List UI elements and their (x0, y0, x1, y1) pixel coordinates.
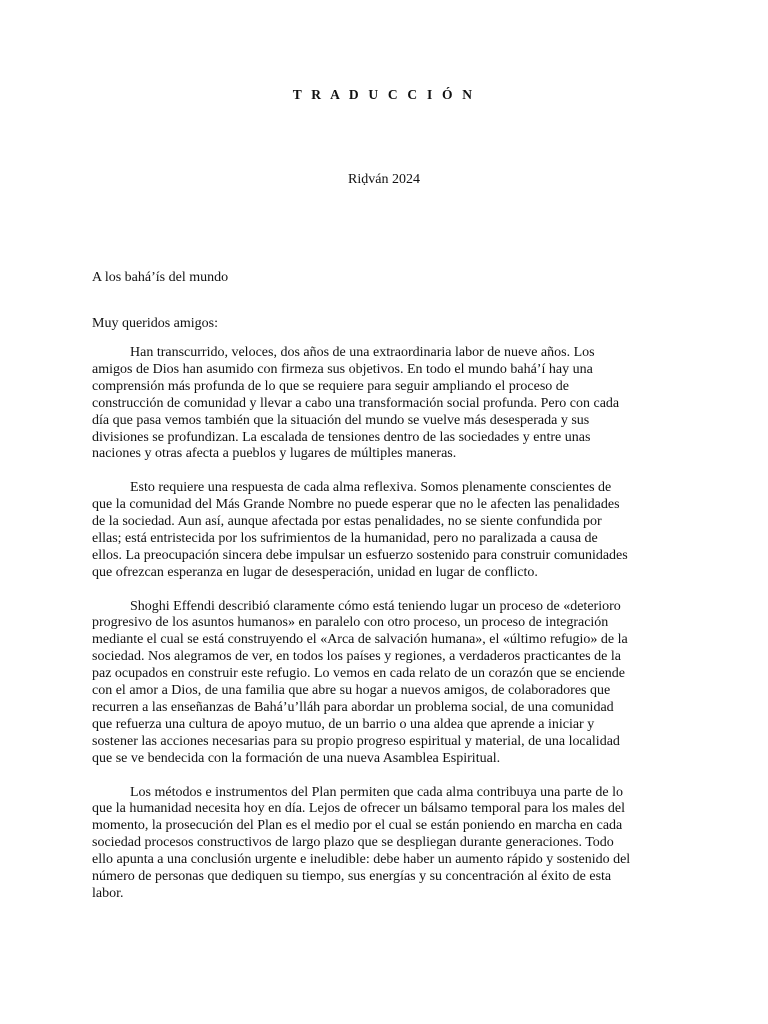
body-paragraph-1: Han transcurrido, veloces, dos años de una extraordinaria labor de nueve años. Los amigos de Dios han asumido con firmeza sus objetivos. En todo el mundo bahá’í hay una comprensión más profunda de lo que se requiere para seguir ampliando el proceso de construcción de comunidad y llevar a cabo una transformación social profunda. Pero con cada día que pasa vemos también que la situación del mundo se vuelve más desesperada y sus divisiones se profundizan. La escalada de tensiones dentro de las sociedades y entre unas naciones y otras afecta a pueblos y lugares de múltiples maneras. (92, 345, 620, 462)
greeting-line: Muy queridos amigos: (92, 316, 218, 331)
document-date: Riḍván 2024 (348, 172, 420, 187)
addressee-line: A los bahá’ís del mundo (92, 270, 229, 285)
document-heading: T R A D U C C I Ó N (292, 87, 476, 102)
body-paragraph-3: Shoghi Effendi describió claramente cómo está teniendo lugar un proceso de «deterioro progresivo de los asuntos humanos» en paralelo con otro proceso, un proceso de integración mediante el cual se está construyendo el «Arca de salvación humana», el «último refugio» de la sociedad. Nos alegramos de ver, en todos los países y regiones, a verdaderos practicantes de la paz ocupados en construir este refugio. Lo vemos en cada relato de un corazón que se enciende con el amor a Dios, de una familia que abre su hogar a nuevos amigos, de colaboradores que recurren a las enseñanzas de Bahá’u’lláh para abordar un problema social, de una comunidad que refuerza una cultura de apoyo mutuo, de un barrio o una aldea que aprende a iniciar y sostener las acciones necesarias para su propio progreso espiritual y material, de una localidad que se ve bendecida con la formación de una nueva Asamblea Espiritual. (92, 598, 628, 766)
letter-body (92, 345, 674, 920)
body-paragraph-4: Los métodos e instrumentos del Plan permiten que cada alma contribuya una parte de lo que la humanidad necesita hoy en día. Lejos de ofrecer un bálsamo temporal para los males del momento, la prosecución del Plan es el medio por el cual se están poniendo en marcha en cada sociedad procesos constructivos de largo plazo que se despliegan durante generaciones. Todo ello apunta a una conclusión urgente e ineludible: debe haber un aumento rápido y sostenido del número de personas que dediquen su tiempo, sus energías y su concentración al éxito de esta labor. (92, 784, 631, 901)
body-paragraph-2: Esto requiere una respuesta de cada alma reflexiva. Somos plenamente conscientes de que la comunidad del Más Grande Nombre no puede esperar que no le afecten las penalidades de la sociedad. Aun así, aunque afectada por estas penalidades, no se siente confundida por ellas; está entristecida por los sufrimientos de la humanidad, pero no paralizada a causa de ellos. La preocupación sincera debe impulsar un esfuerzo sostenido para construir comunidades que ofrezcan esperanza en lugar de desesperación, unidad en lugar de conflicto. (92, 480, 628, 580)
